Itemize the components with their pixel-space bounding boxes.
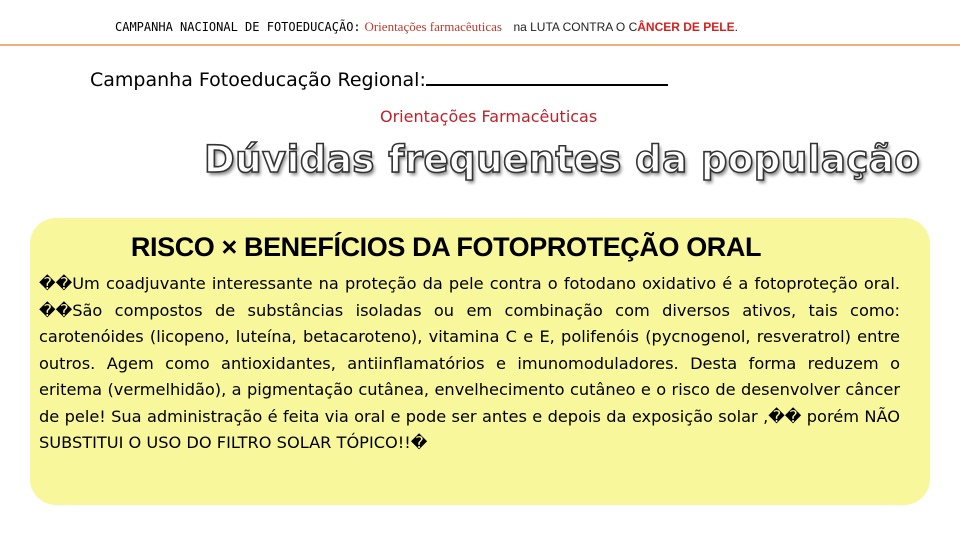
slide-header [0, 0, 960, 46]
header-campaign: CAMPANHA NACIONAL DE FOTOEDUCAÇÃO: [115, 20, 361, 34]
glyph-start: �� [39, 274, 73, 293]
header-period: . [734, 20, 738, 34]
regional-blank-line [426, 66, 668, 86]
header-luta: na LUTA CONTRA O C [513, 20, 638, 34]
regional-campaign [90, 66, 668, 91]
main-title: Dúvidas frequentes da população [204, 138, 921, 181]
glyph-mid: �� [39, 300, 73, 320]
subtitle: Orientações Farmacêuticas [380, 107, 598, 126]
glyph-final: � [410, 433, 428, 452]
header-orientacoes: Orientações farmacêuticas [364, 19, 502, 34]
card-text-2: São compostos de substâncias isoladas ou em combinação com diversos ativos, tais como: carotenóides (licopeno, luteína, betacaroteno), vitamina C e E, polifenóis (pycnogenol, resveratrol) entre outros. Agem como antioxidantes, antiinflamatórios e imunomoduladores. Desta forma reduzem o eritema (vermelhidão), a pigmentação cutânea, envelhecimento cutâneo e o risco de desenvolver câncer de pele! Sua administração é feita via oral e pode ser antes e depois da exposição solar [39, 300, 900, 426]
card-body [39, 271, 900, 457]
header-line [115, 19, 738, 35]
glyph-end: ,�� [763, 406, 802, 426]
regional-label: Campanha Fotoeducação Regional: [90, 69, 426, 91]
card-title: RISCO × BENEFÍCIOS DA FOTOPROTEÇÃO ORAL [130, 232, 762, 262]
card-text-1: Um coadjuvante interessante na proteção da pele contra o fotodano oxidativo é a fotoproteção oral. [72, 274, 900, 293]
info-card [30, 218, 930, 505]
card-text-3: porém NÃO SUBSTITUI O USO DO FILTRO SOLAR TÓPICO!! [39, 406, 900, 452]
header-cancer: ÂNCER DE PELE [637, 20, 735, 34]
